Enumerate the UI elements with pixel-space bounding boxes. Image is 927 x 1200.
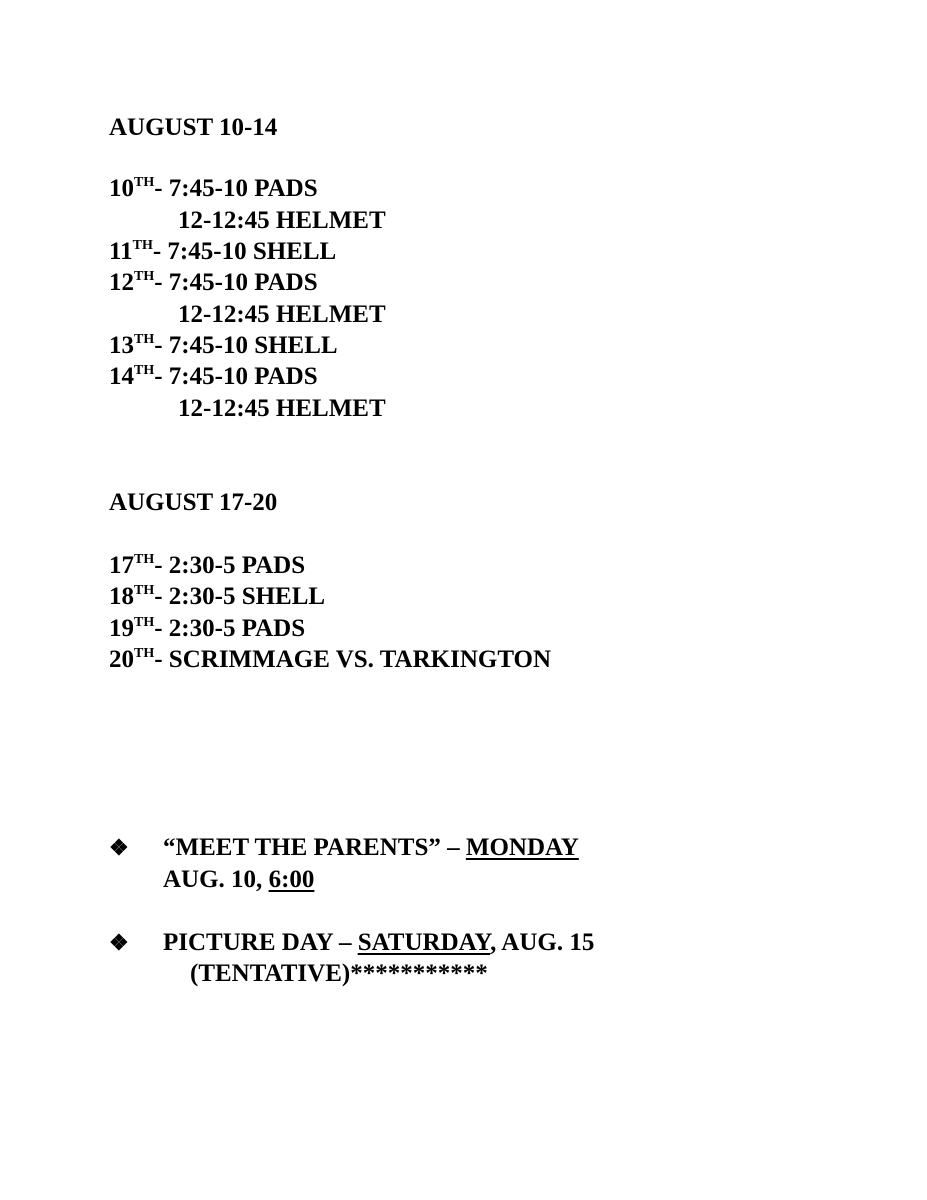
bullet-diamond-icon: ❖ [109,835,129,860]
bullet-diamond-icon: ❖ [109,930,129,955]
week1-row-1: 10TH- 7:45-10 PADS [109,175,318,202]
week1-row-6: 13TH- 7:45-10 SHELL [109,332,338,359]
meet-parents-line-1: “MEET THE PARENTS” – MONDAY [163,834,579,861]
week1-row-5: 12-12:45 HELMET [178,301,386,328]
week2-row-3: 19TH- 2:30-5 PADS [109,615,306,642]
week1-row-3: 11TH- 7:45-10 SHELL [109,238,337,265]
meet-parents-line-2: AUG. 10, 6:00 [163,866,315,893]
week2-row-1: 17TH- 2:30-5 PADS [109,552,306,579]
week2-heading: AUGUST 17-20 [109,489,278,516]
week1-row-4: 12TH- 7:45-10 PADS [109,269,318,296]
week1-row-2: 12-12:45 HELMET [178,207,386,234]
week1-row-8: 12-12:45 HELMET [178,395,386,422]
week2-row-2: 18TH- 2:30-5 SHELL [109,583,326,610]
week1-row-7: 14TH- 7:45-10 PADS [109,363,318,390]
week2-row-4: 20TH- SCRIMMAGE VS. TARKINGTON [109,646,552,673]
week1-heading: AUGUST 10-14 [109,114,278,141]
picture-day-line-1: PICTURE DAY – SATURDAY, AUG. 15 [163,929,595,956]
picture-day-line-2: (TENTATIVE)*********** [190,960,488,987]
